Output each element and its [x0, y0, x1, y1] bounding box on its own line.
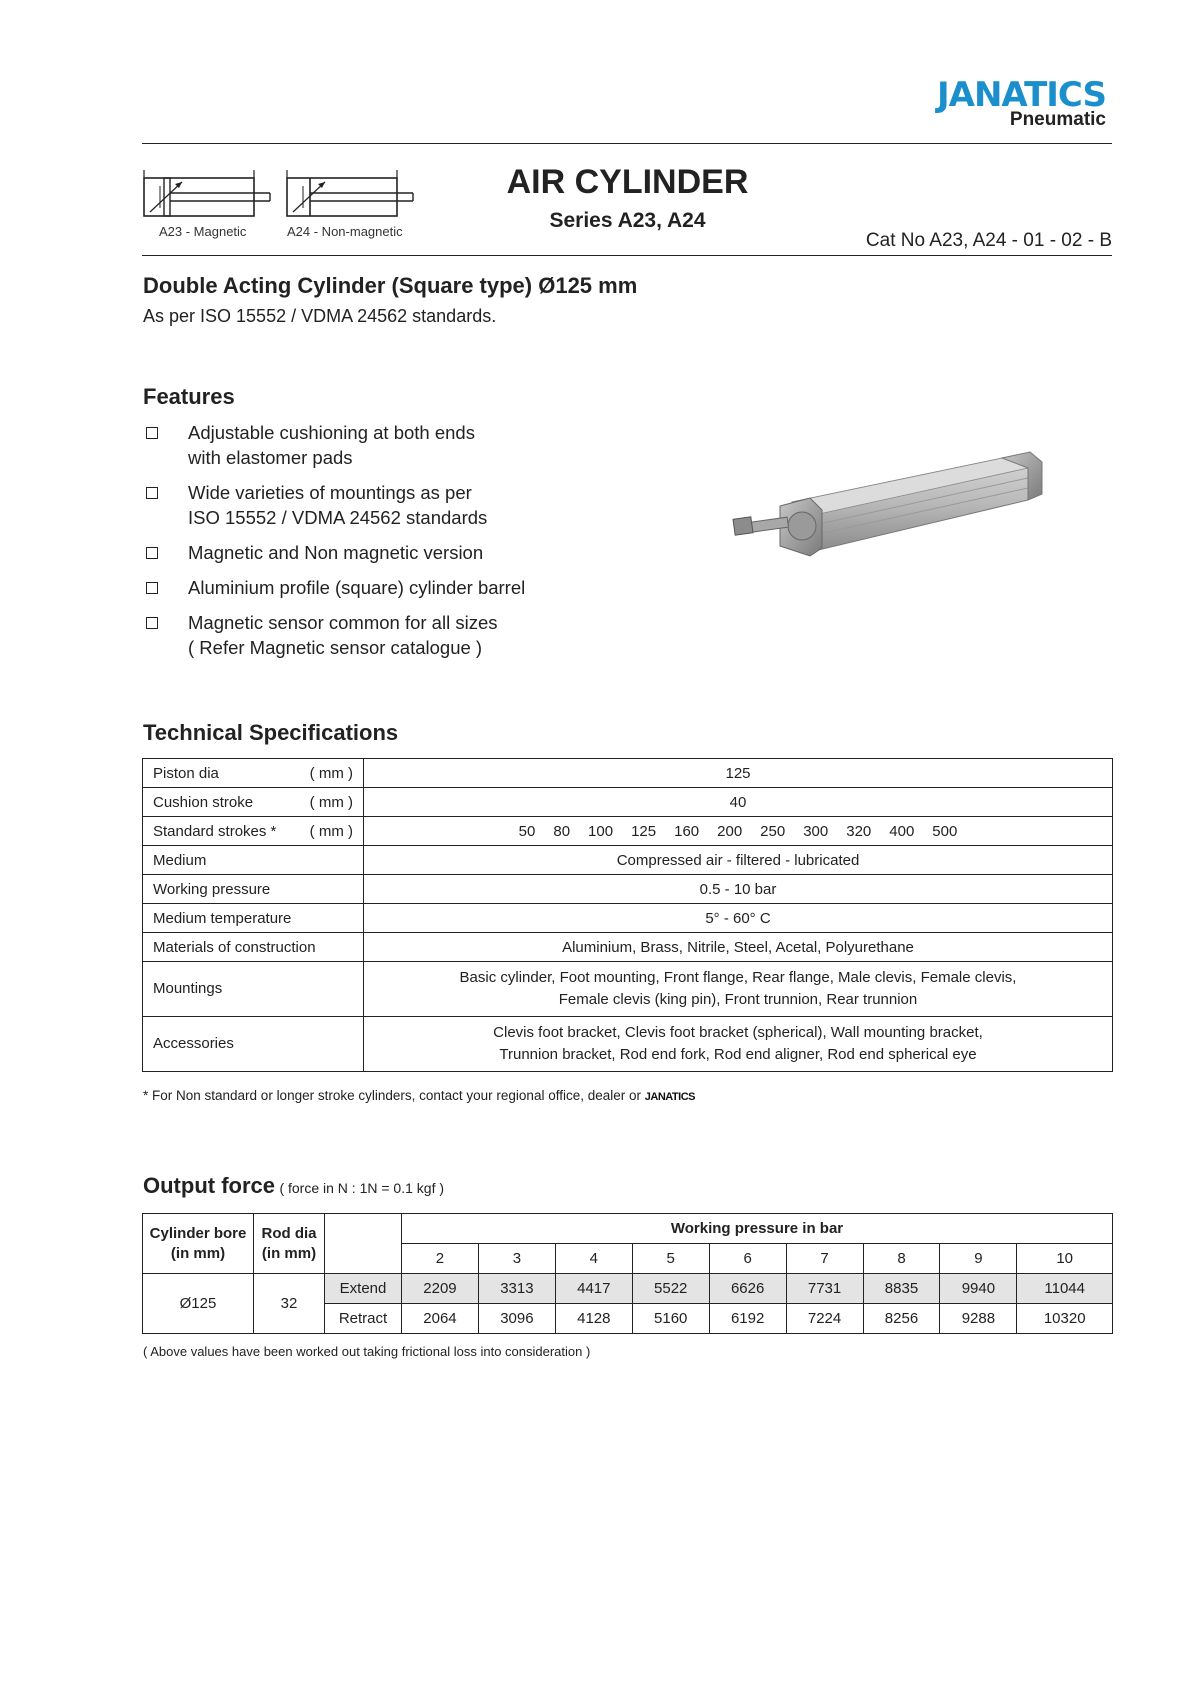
retract-value: 8256 [863, 1304, 940, 1334]
non-magnetic-symbol-label: A24 - Non-magnetic [287, 224, 403, 239]
spec-label: Piston dia [153, 764, 219, 782]
spec-label: Mountings [143, 962, 364, 1017]
janatics-logo [866, 75, 1106, 130]
table-row [143, 788, 1113, 817]
feature-item: Aluminium profile (square) cylinder barrel [143, 575, 703, 600]
logo-main-text: JANATICS [936, 75, 1106, 115]
feature-item: Magnetic and Non magnetic version [143, 540, 703, 565]
spec-label: Cushion stroke [153, 793, 254, 811]
spec-value: 40 [364, 788, 1113, 817]
footnote-brand-logo: JANATICS [644, 1091, 695, 1103]
checkbox-bullet-icon [146, 547, 158, 559]
extend-value: 7731 [786, 1274, 863, 1304]
extend-value: 6626 [709, 1274, 786, 1304]
extend-value: 5522 [632, 1274, 709, 1304]
features-list [143, 420, 703, 670]
spec-unit: ( mm ) [309, 822, 353, 840]
retract-value: 9288 [940, 1304, 1017, 1334]
table-row [143, 962, 1113, 1017]
pressure-col: 10 [1017, 1244, 1113, 1274]
title-divider [142, 255, 1112, 256]
spec-value: Aluminium, Brass, Nitrile, Steel, Acetal, Polyurethane [364, 933, 1113, 962]
spec-footnote: * For Non standard or longer stroke cylinders, contact your regional office, dealer or JANATICS [143, 1088, 695, 1103]
table-row [143, 846, 1113, 875]
spec-label: Accessories [143, 1017, 364, 1072]
checkbox-bullet-icon [146, 617, 158, 629]
retract-value: 4128 [555, 1304, 632, 1334]
standards-text: As per ISO 15552 / VDMA 24562 standards. [143, 306, 497, 326]
feature-item: Magnetic sensor common for all sizes ( Refer Magnetic sensor catalogue ) [143, 610, 703, 660]
checkbox-bullet-icon [146, 487, 158, 499]
retract-value: 7224 [786, 1304, 863, 1334]
spec-label: Medium [143, 846, 364, 875]
bore-value: Ø125 [143, 1274, 254, 1334]
logo-sub-text: Pneumatic [1009, 109, 1106, 130]
magnetic-cylinder-symbol-icon [142, 170, 272, 223]
spec-value: 5° - 60° C [364, 904, 1113, 933]
spec-value: 125 [364, 759, 1113, 788]
col-header-bore: Cylinder bore (in mm) [143, 1214, 254, 1274]
spec-value: 0.5 - 10 bar [364, 875, 1113, 904]
table-row [143, 875, 1113, 904]
non-magnetic-cylinder-symbol-icon [285, 170, 415, 223]
pressure-col: 5 [632, 1244, 709, 1274]
pressure-col: 7 [786, 1244, 863, 1274]
spec-value: Basic cylinder, Foot mounting, Front flange, Rear flange, Male clevis, Female clevis, Female clevis (king pin), Front trunnion, Rear trunnion [364, 962, 1113, 1017]
spec-label: Working pressure [143, 875, 364, 904]
pressure-col: 8 [863, 1244, 940, 1274]
page-title: AIR CYLINDER [506, 163, 749, 201]
spec-unit: ( mm ) [309, 764, 353, 782]
pressure-col: 4 [555, 1244, 632, 1274]
table-row [143, 759, 1113, 788]
spec-unit: ( mm ) [309, 793, 353, 811]
table-row [143, 1214, 1113, 1244]
features-heading: Features [143, 384, 235, 409]
pressure-col: 9 [940, 1244, 1017, 1274]
product-subtitle: Double Acting Cylinder (Square type) Ø125 mm [143, 273, 638, 298]
series-label: Series A23, A24 [549, 209, 706, 232]
extend-value: 3313 [478, 1274, 555, 1304]
spec-value: 50 80 100 125 160 200 250 300 320 400 500 [364, 817, 1113, 846]
table-row [143, 1274, 1113, 1304]
checkbox-bullet-icon [146, 582, 158, 594]
checkbox-bullet-icon [146, 427, 158, 439]
extend-value: 2209 [402, 1274, 479, 1304]
output-force-heading: Output force ( force in N : 1N = 0.1 kgf ) [143, 1173, 445, 1198]
table-row [143, 1017, 1113, 1072]
retract-value: 6192 [709, 1304, 786, 1334]
col-header-rod: Rod dia (in mm) [254, 1214, 325, 1274]
extend-value: 4417 [555, 1274, 632, 1304]
col-header-pressure: Working pressure in bar [402, 1214, 1113, 1244]
spec-label: Medium temperature [143, 904, 364, 933]
table-row [143, 904, 1113, 933]
spec-label: Materials of construction [143, 933, 364, 962]
rod-value: 32 [254, 1274, 325, 1334]
feature-item: Wide varieties of mountings as per ISO 15552 / VDMA 24562 standards [143, 480, 703, 530]
feature-item: Adjustable cushioning at both ends with elastomer pads [143, 420, 703, 470]
pressure-col: 3 [478, 1244, 555, 1274]
output-force-table [142, 1213, 1113, 1334]
table-row [143, 933, 1113, 962]
extend-value: 11044 [1017, 1274, 1113, 1304]
output-force-footnote: ( Above values have been worked out taking frictional loss into consideration ) [143, 1344, 591, 1359]
header-divider [142, 143, 1112, 144]
tech-specs-table [142, 758, 1113, 1072]
extend-label: Extend [325, 1274, 402, 1304]
retract-value: 5160 [632, 1304, 709, 1334]
catalogue-number: Cat No A23, A24 - 01 - 02 - B [865, 230, 1112, 251]
spec-value: Compressed air - filtered - lubricated [364, 846, 1113, 875]
tech-specs-heading: Technical Specifications [143, 720, 399, 745]
spec-label: Standard strokes * [153, 822, 277, 840]
pressure-col: 2 [402, 1244, 479, 1274]
extend-value: 8835 [863, 1274, 940, 1304]
retract-value: 3096 [478, 1304, 555, 1334]
product-image [730, 440, 1050, 605]
magnetic-symbol-label: A23 - Magnetic [159, 224, 247, 239]
retract-value: 2064 [402, 1304, 479, 1334]
extend-value: 9940 [940, 1274, 1017, 1304]
table-row [143, 817, 1113, 846]
spec-value: Clevis foot bracket, Clevis foot bracket (spherical), Wall mounting bracket, Trunnion bracket, Rod end fork, Rod end aligner, Rod end spherical eye [364, 1017, 1113, 1072]
pressure-col: 6 [709, 1244, 786, 1274]
retract-value: 10320 [1017, 1304, 1113, 1334]
retract-label: Retract [325, 1304, 402, 1334]
